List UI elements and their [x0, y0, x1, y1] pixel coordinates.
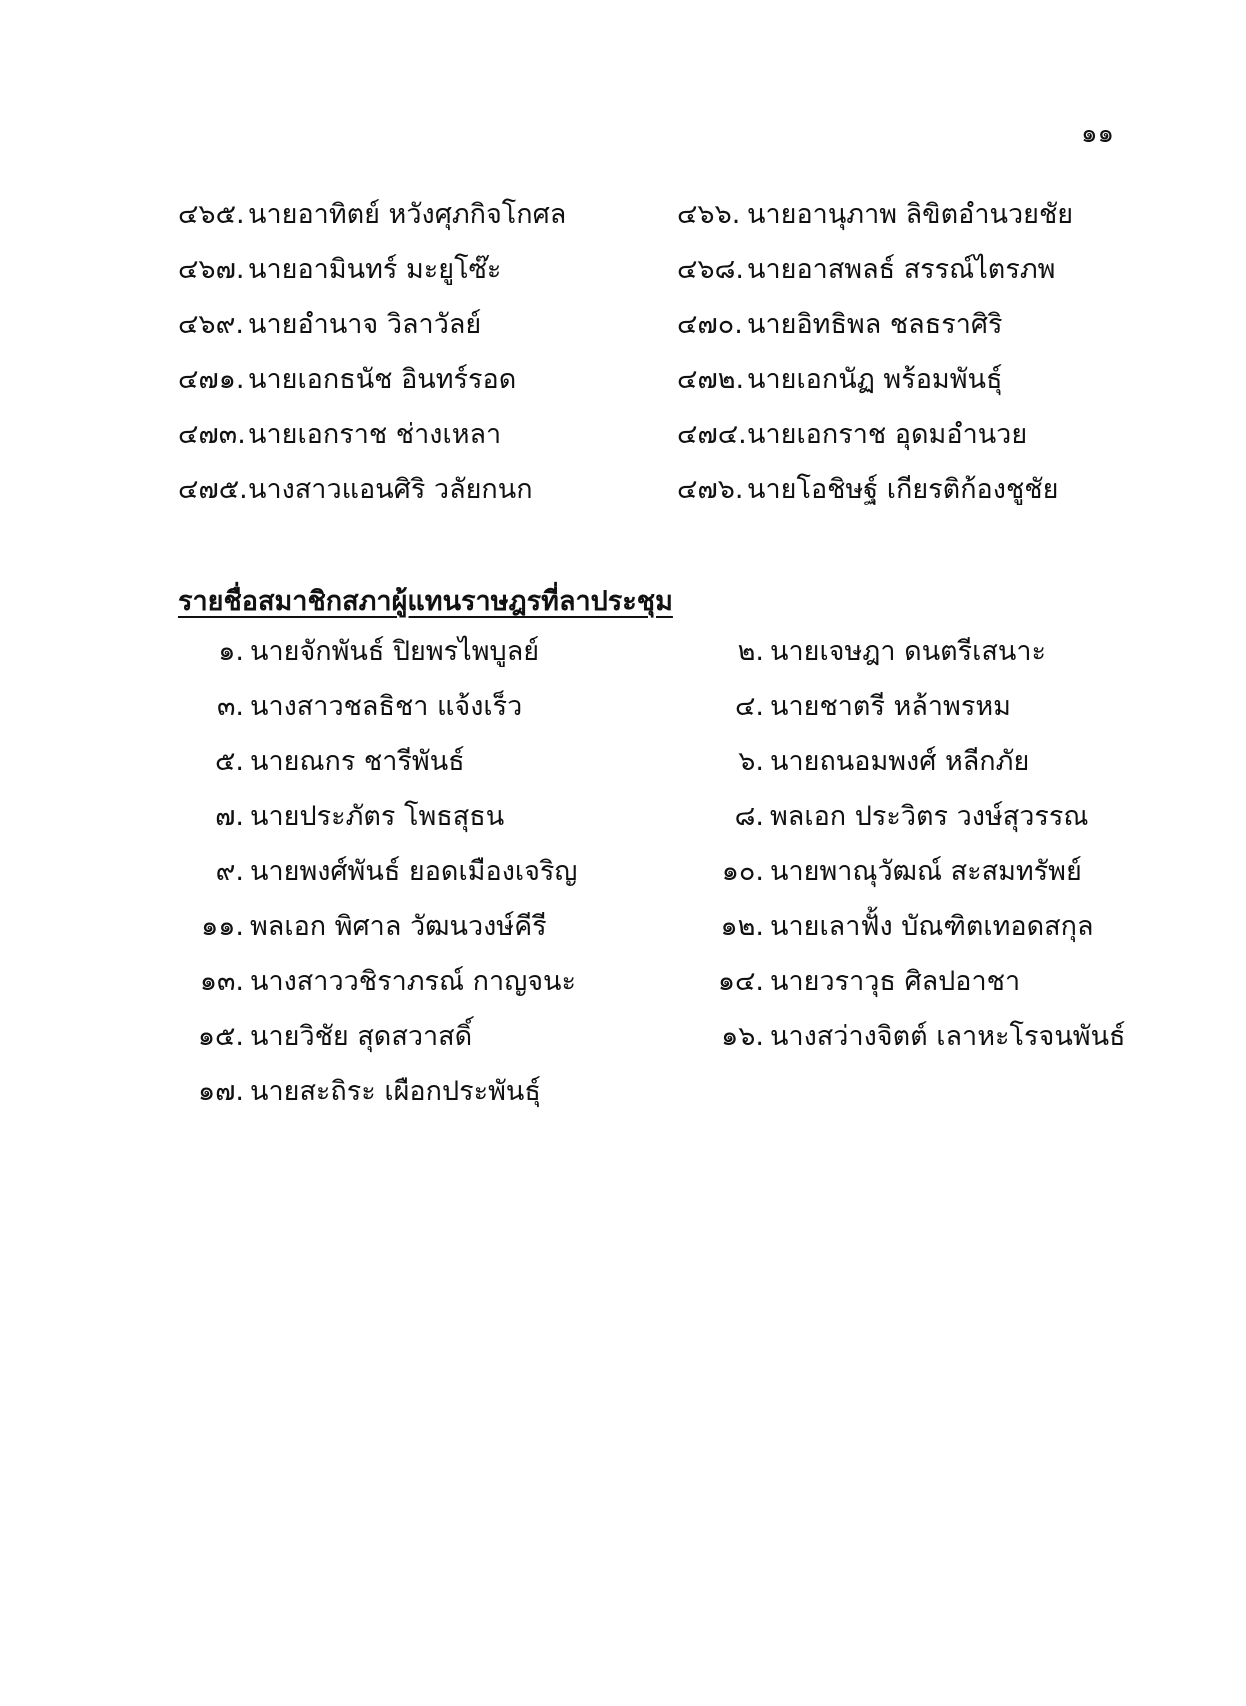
member-name: นายณกร ชารีพันธ์	[250, 746, 465, 777]
member-name: นายเอกราช ช่างเหลา	[248, 419, 502, 450]
item-number: ๔.	[734, 691, 764, 722]
member-name: นายเอกนัฏ พร้อมพันธุ์	[747, 364, 1003, 395]
list-item	[178, 195, 566, 235]
member-name: นายอาทิตย์ หวังศุภกิจโกศล	[248, 199, 567, 230]
list-item	[178, 250, 501, 290]
list-row	[0, 962, 1246, 1017]
item-number: ๑๗.	[197, 1076, 244, 1107]
list-item	[178, 305, 481, 345]
list-item	[660, 1017, 1126, 1057]
member-name: นางสว่างจิตต์ เลาหะโรจนพันธ์	[770, 1021, 1126, 1052]
item-number: ๔๗๐.	[677, 309, 743, 340]
list-row	[0, 907, 1246, 962]
member-name: นายเจษฎา ดนตรีเสนาะ	[770, 636, 1047, 667]
member-name: นายอาสพลธ์ สรรณ์ไตรภพ	[747, 254, 1056, 285]
list-row	[0, 415, 1246, 470]
member-name: นางสาวแอนศิริ วลัยกนก	[248, 474, 533, 505]
list-row	[0, 742, 1246, 797]
member-name: นางสาววชิราภรณ์ กาญจนะ	[250, 966, 576, 997]
list-item	[660, 852, 1082, 892]
item-number: ๑๖.	[721, 1021, 764, 1052]
list-row	[0, 632, 1246, 687]
list-item	[660, 907, 1094, 947]
list-row	[0, 195, 1246, 250]
list-item	[140, 852, 577, 892]
list-row	[0, 470, 1246, 525]
list-item	[677, 305, 1003, 345]
member-name: นายชาตรี หล้าพรหม	[770, 691, 1011, 722]
list-item	[178, 470, 533, 510]
list-item	[660, 687, 1011, 727]
member-name: นายอิทธิพล ชลธราศิริ	[747, 309, 1003, 340]
member-name: นายเอกธนัช อินทร์รอด	[248, 364, 517, 395]
list-row	[0, 1017, 1246, 1072]
item-number: ๔๗๖.	[677, 474, 744, 505]
member-name: นายสะถิระ เผือกประพันธุ์	[250, 1076, 541, 1107]
item-number: ๑๐.	[721, 856, 764, 887]
member-name: นายจักพันธ์ ปิยพรไพบูลย์	[250, 636, 540, 667]
list-item	[140, 797, 504, 837]
list-item	[140, 742, 465, 782]
list-item	[178, 360, 516, 400]
list-item	[677, 360, 1002, 400]
item-number: ๑๑.	[201, 911, 244, 942]
item-number: ๔๗๔.	[677, 419, 747, 450]
item-number: ๔๗๑.	[178, 364, 245, 395]
list-item	[677, 195, 1073, 235]
list-item	[660, 797, 1088, 837]
list-item	[140, 962, 576, 1002]
list-item	[660, 962, 1020, 1002]
item-number: ๑๕.	[197, 1021, 244, 1052]
list-item	[660, 632, 1046, 672]
item-number: ๑๒.	[720, 911, 764, 942]
item-number: ๑๔.	[717, 966, 764, 997]
member-name: นายประภัตร โพธสุธน	[250, 801, 505, 832]
member-name: นายถนอมพงศ์ หลีกภัย	[770, 746, 1030, 777]
member-name: นายพงศ์พันธ์ ยอดเมืองเจริญ	[250, 856, 578, 887]
item-number: ๔๗๕.	[178, 474, 248, 505]
item-number: ๔๖๖.	[677, 199, 741, 230]
item-number: ๑๓.	[199, 966, 244, 997]
member-name: พลเอก พิศาล วัฒนวงษ์คีรี	[250, 911, 547, 942]
list-item	[178, 415, 501, 455]
member-name: นายวราวุธ ศิลปอาชา	[770, 966, 1021, 997]
item-number: ๔๖๙.	[178, 309, 244, 340]
item-number: ๔๗๒.	[677, 364, 745, 395]
list-item	[677, 250, 1055, 290]
list-row	[0, 687, 1246, 742]
list-item	[140, 1072, 541, 1112]
list-row	[0, 305, 1246, 360]
member-name: นางสาวชลธิชา แจ้งเร็ว	[250, 691, 523, 722]
list-item	[660, 742, 1029, 782]
item-number: ๖.	[738, 746, 764, 777]
member-name: นายโอชิษฐ์ เกียรติก้องชูชัย	[747, 474, 1059, 505]
list-row	[0, 852, 1246, 907]
page-number: ๑๑	[1080, 119, 1114, 149]
item-number: ๗.	[215, 801, 244, 832]
item-number: ๔๖๘.	[677, 254, 744, 285]
item-number: ๔๖๗.	[178, 254, 245, 285]
list-row	[0, 797, 1246, 852]
section-heading-absent-members: รายชื่อสมาชิกสภาผู้แทนราษฎรที่ลาประชุม	[178, 586, 673, 617]
item-number: ๔๗๓.	[178, 419, 246, 450]
item-number: ๘.	[734, 801, 764, 832]
member-name: นายเอกราช อุดมอำนวย	[747, 419, 1028, 450]
item-number: ๔๖๕.	[178, 199, 245, 230]
item-number: ๕.	[214, 746, 244, 777]
list-item	[140, 687, 522, 727]
item-number: ๓.	[216, 691, 244, 722]
member-name: พลเอก ประวิตร วงษ์สุวรรณ	[770, 801, 1089, 832]
member-name: นายวิชัย สุดสวาสดิ์	[250, 1021, 473, 1052]
list-item	[677, 415, 1027, 455]
member-name: นายอามินทร์ มะยูโซ๊ะ	[248, 254, 502, 285]
item-number: ๒.	[737, 636, 764, 667]
item-number: ๙.	[215, 856, 244, 887]
list-item	[140, 632, 539, 672]
member-name: นายอานุภาพ ลิขิตอำนวยชัย	[747, 199, 1074, 230]
list-item	[140, 907, 547, 947]
member-name: นายเลาฟั้ง บัณฑิตเทอดสกุล	[770, 911, 1094, 942]
list-row	[0, 360, 1246, 415]
list-row	[0, 1072, 1246, 1127]
member-name: นายอำนาจ วิลาวัลย์	[248, 309, 482, 340]
member-name: นายพาณุวัฒณ์ สะสมทรัพย์	[770, 856, 1082, 887]
item-number: ๑.	[218, 636, 244, 667]
list-item	[140, 1017, 472, 1057]
list-row	[0, 250, 1246, 305]
list-item	[677, 470, 1058, 510]
